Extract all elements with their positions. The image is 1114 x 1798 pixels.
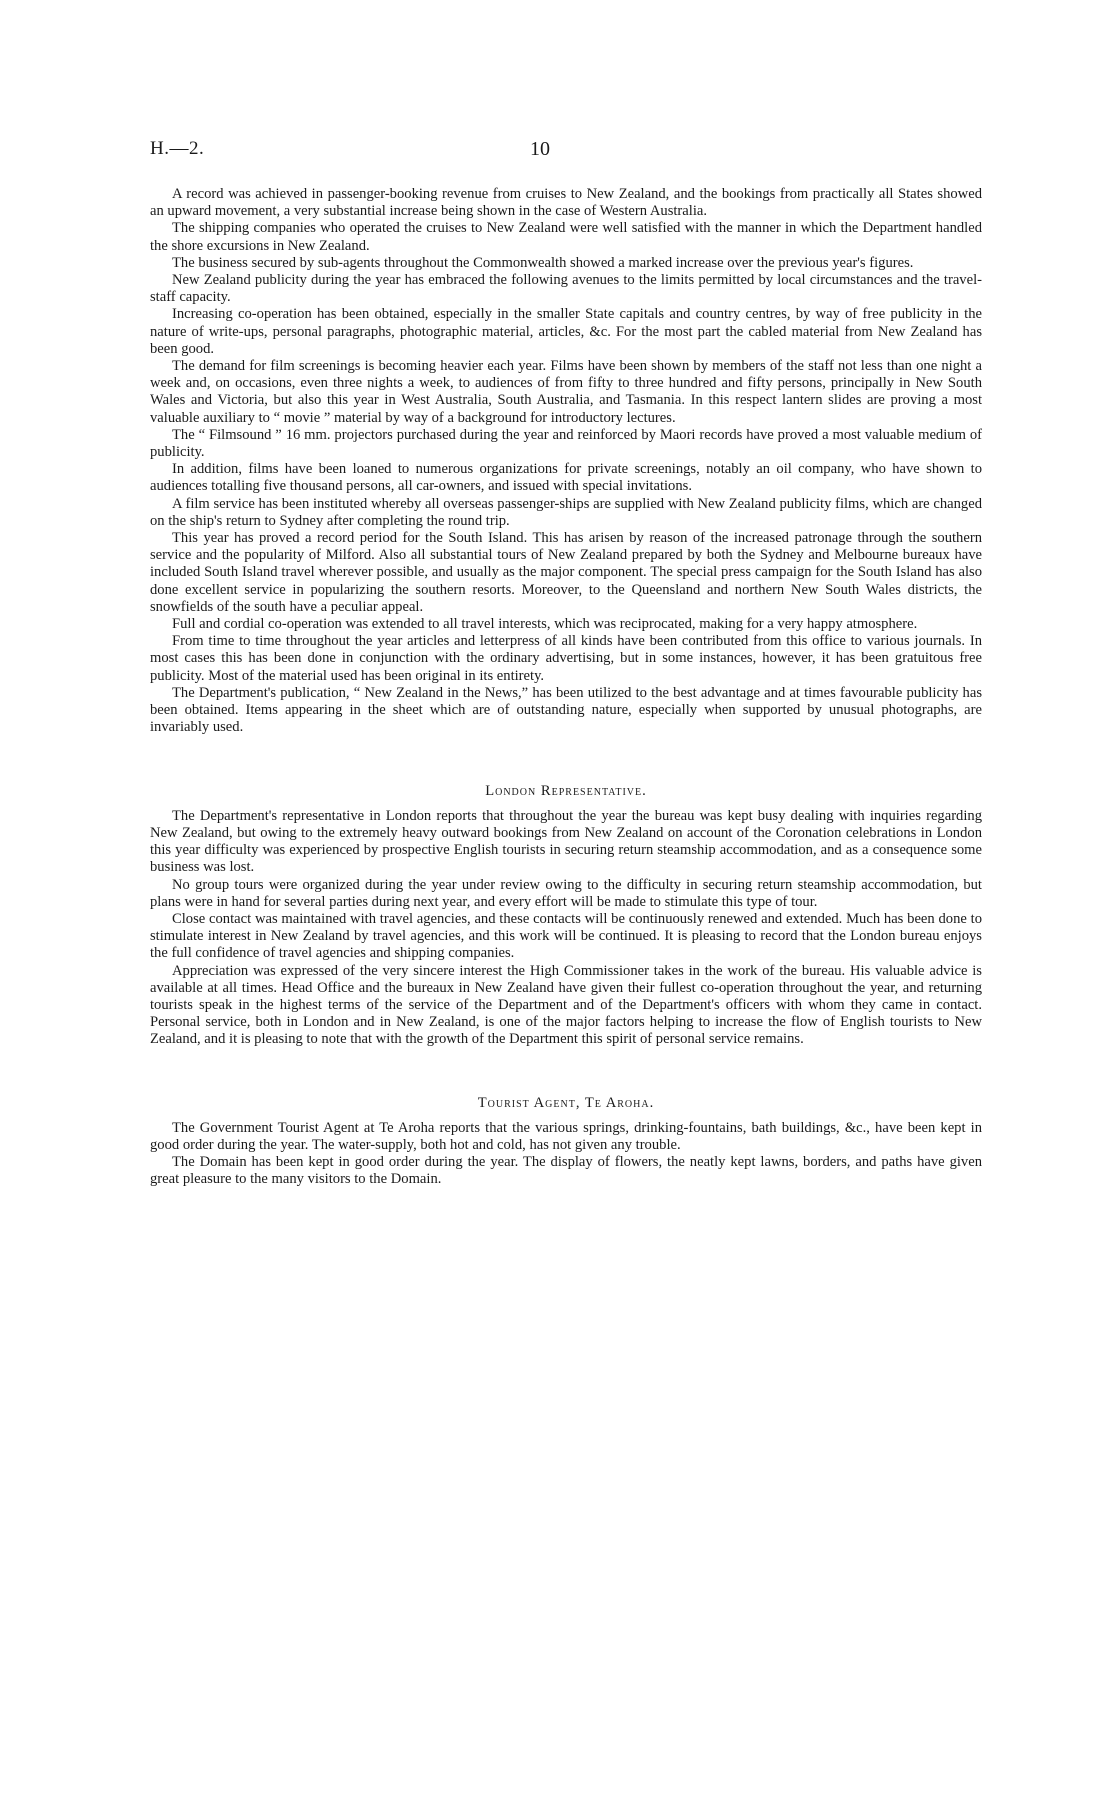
- page-number: 10: [530, 138, 550, 160]
- paragraph: The Department's publication, “ New Zealand in the News,” has been utilized to the best advantage and at times favourable publicity has been obtained. Items appearing in the sheet which are of outstanding nature, especially when supported by unusual photographs, are invariably used.: [150, 684, 982, 736]
- header-reference: H.—2.: [150, 138, 205, 159]
- document-body: [150, 186, 982, 1189]
- te-aroha-section: [150, 1120, 982, 1189]
- london-section: [150, 808, 982, 1049]
- paragraph: New Zealand publicity during the year has embraced the following avenues to the limits permitted by local circumstances and the travel-staff capacity.: [150, 272, 982, 306]
- paragraph: Appreciation was expressed of the very sincere interest the High Commissioner takes in the work of the bureau. His valuable advice is available at all times. Head Office and the bureaux in New Zealand have given their fullest co-operation throughout the year, and returning tourists speak in the highest terms of the service of the Department and of the Department's officers with whom they came in contact. Personal service, both in London and in New Zealand, is one of the major factors helping to increase the flow of English tourists to New Zealand, and it is pleasing to note that with the growth of the Department this spirit of personal service remains.: [150, 962, 982, 1048]
- paragraph: No group tours were organized during the year under review owing to the difficulty in securing return steamship accommodation, but plans were in hand for several parties during next year, and every effort will be made to stimulate this type of tour.: [150, 876, 982, 910]
- paragraph: The business secured by sub-agents throughout the Commonwealth showed a marked increase over the previous year's figures.: [172, 254, 914, 271]
- page-header: [150, 138, 990, 162]
- paragraph: The Domain has been kept in good order during the year. The display of flowers, the neatly kept lawns, borders, and paths have given great pleasure to the many visitors to the Domain.: [150, 1154, 982, 1188]
- paragraph: From time to time throughout the year articles and letterpress of all kinds have been contributed from this office to various journals. In most cases this has been done in conjunction with the ordinary advertising, but in some instances, however, it has been gratuitous free publicity. Most of the material used has been original in its entirety.: [150, 633, 982, 684]
- paragraph: A film service has been instituted whereby all overseas passenger-ships are supplied with New Zealand publicity films, which are changed on the ship's return to Sydney after completing the round trip.: [150, 495, 982, 529]
- paragraph: Increasing co-operation has been obtained, especially in the smaller State capitals and country centres, by way of free publicity in the nature of write-ups, personal paragraphs, photographic material, articles, &c. For the most part the cabled material from New Zealand has been good.: [150, 306, 982, 357]
- paragraph: The shipping companies who operated the cruises to New Zealand were well satisfied with the manner in which the Department handled the shore excursions in New Zealand.: [150, 220, 982, 254]
- section-heading-london-representative: London Representative.: [485, 782, 647, 799]
- paragraph: Full and cordial co-operation was extended to all travel interests, which was reciprocated, making for a very happy atmosphere.: [172, 616, 918, 633]
- australia-section: [150, 186, 982, 737]
- paragraph: The “ Filmsound ” 16 mm. projectors purchased during the year and reinforced by Maori records have proved a most valuable medium of publicity.: [150, 426, 982, 461]
- paragraph: The Government Tourist Agent at Te Aroha reports that the various springs, drinking-fountains, bath buildings, &c., have been kept in good order during the year. The water-supply, both hot and cold, has not given any trouble.: [150, 1119, 982, 1153]
- section-heading-tourist-agent-te-aroha: Tourist Agent, Te Aroha.: [477, 1094, 655, 1111]
- paragraph: This year has proved a record period for the South Island. This has arisen by reason of the increased patronage through the southern service and the popularity of Milford. Also all substantial tours of New Zealand prepared by both the Sydney and Melbourne bureaux have included South Island travel wherever possible, and usually as the major component. The special press campaign for the South Island has also done excellent service in popularizing the southern resorts. Moreover, to the Queensland and northern New South Wales districts, the snowfields of the south have a peculiar appeal.: [150, 530, 982, 615]
- paragraph: The Department's representative in London reports that throughout the year the bureau was kept busy dealing with inquiries regarding New Zealand, but owing to the extremely heavy outward bookings from New Zealand on account of the Coronation celebrations in London this year difficulty was experienced by prospective English tourists in securing return steamship accommodation, and as a consequence some business was lost.: [150, 807, 982, 876]
- paragraph: The demand for film screenings is becoming heavier each year. Films have been shown by members of the staff not less than one night a week and, on occasions, even three nights a week, to audiences of from fifty to three hundred and fifty persons, principally in New South Wales and Victoria, but also this year in West Australia, South Australia, and Tasmania. In this respect lantern slides are proving a most valuable auxiliary to “ movie ” material by way of a background for introductory lectures.: [150, 358, 982, 426]
- paragraph: Close contact was maintained with travel agencies, and these contacts will be continuously renewed and extended. Much has been done to stimulate interest in New Zealand by travel agencies, and this work will be continued. It is pleasing to record that the London bureau enjoys the full confidence of travel agencies and shipping companies.: [150, 910, 982, 962]
- paragraph: A record was achieved in passenger-booking revenue from cruises to New Zealand, and the bookings from practically all States showed an upward movement, a very substantial increase being shown in the case of Western Australia.: [150, 186, 982, 220]
- paragraph: In addition, films have been loaned to numerous organizations for private screenings, notably an oil company, who have shown to audiences totalling five thousand persons, all car-owners, and issued with special invitations.: [150, 461, 982, 495]
